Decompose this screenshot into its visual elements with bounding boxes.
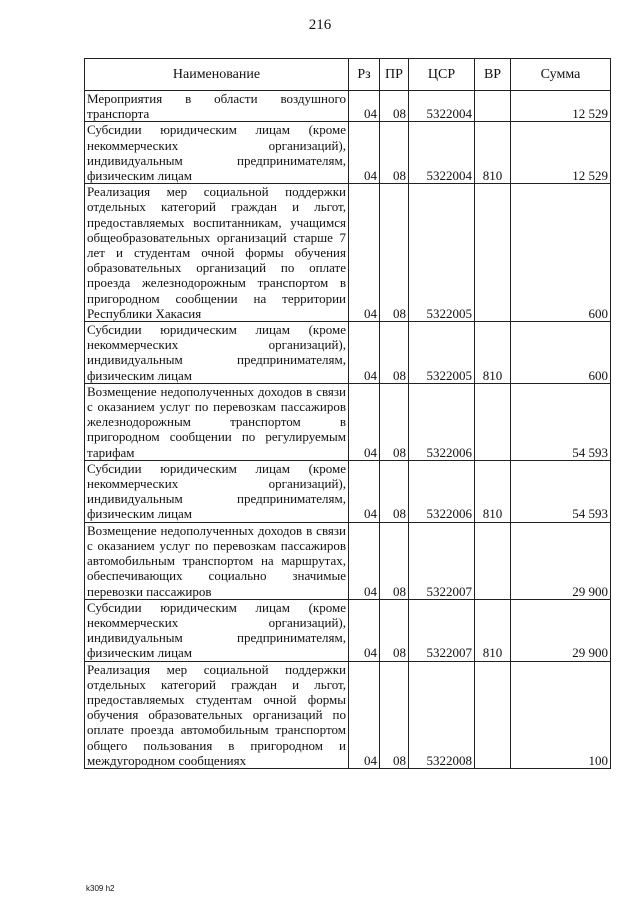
row-name: Субсидии юридическим лицам (кроме некоммерческих организаций), индивидуальным предпринимателям, физическим лицам bbox=[85, 322, 349, 384]
table-row bbox=[85, 122, 611, 184]
row-csr: 5322005 bbox=[409, 322, 475, 384]
row-name: Возмещение недополученных доходов в связи с оказанием услуг по перевозкам пассажиров автомобильным транспортом на маршрутах, обеспечивающих социально значимые перевозки пассажиров bbox=[85, 522, 349, 599]
row-vr bbox=[475, 91, 511, 122]
row-name: Возмещение недополученных доходов в связи с оказанием услуг по перевозкам пассажиров железнодорожным транспортом в пригородном сообщении по регулируемым тарифам bbox=[85, 383, 349, 460]
row-csr: 5322007 bbox=[409, 522, 475, 599]
row-rz: 04 bbox=[349, 91, 380, 122]
row-name: Мероприятия в области воздушного транспорта bbox=[85, 91, 349, 122]
row-pr: 08 bbox=[380, 184, 409, 322]
row-rz: 04 bbox=[349, 599, 380, 661]
row-rz: 04 bbox=[349, 460, 380, 522]
table-row bbox=[85, 460, 611, 522]
row-csr: 5322004 bbox=[409, 122, 475, 184]
row-name: Реализация мер социальной поддержки отдельных категорий граждан и льгот, предоставляемых воспитанникам, учащимся общеобразовательных организаций старше 7 лет и студентам очной формы обучения образовательных организаций по оплате проезда железнодорожным транспортом в пригородном сообщении на территории Республики Хакасия bbox=[85, 184, 349, 322]
table-row bbox=[85, 599, 611, 661]
row-vr bbox=[475, 522, 511, 599]
header-sum: Сумма bbox=[511, 59, 611, 91]
row-sum: 12 529 bbox=[511, 122, 611, 184]
row-name: Субсидии юридическим лицам (кроме некоммерческих организаций), индивидуальным предпринимателям, физическим лицам bbox=[85, 460, 349, 522]
row-pr: 08 bbox=[380, 91, 409, 122]
row-vr bbox=[475, 661, 511, 768]
row-vr bbox=[475, 383, 511, 460]
budget-table bbox=[84, 58, 611, 769]
row-rz: 04 bbox=[349, 184, 380, 322]
row-name: Реализация мер социальной поддержки отдельных категорий граждан и льгот, предоставляемых студентам очной формы обучения образовательных организаций по оплате проезда автомобильным транспортом общего пользования в пригородном и междугородном сообщениях bbox=[85, 661, 349, 768]
row-sum: 54 593 bbox=[511, 460, 611, 522]
row-csr: 5322006 bbox=[409, 383, 475, 460]
row-sum: 100 bbox=[511, 661, 611, 768]
row-vr: 810 bbox=[475, 322, 511, 384]
row-pr: 08 bbox=[380, 460, 409, 522]
row-pr: 08 bbox=[380, 661, 409, 768]
row-name: Субсидии юридическим лицам (кроме некоммерческих организаций), индивидуальным предпринимателям, физическим лицам bbox=[85, 599, 349, 661]
row-vr: 810 bbox=[475, 599, 511, 661]
table-row bbox=[85, 91, 611, 122]
row-rz: 04 bbox=[349, 322, 380, 384]
table-header-row bbox=[85, 59, 611, 91]
header-name: Наименование bbox=[85, 59, 349, 91]
row-sum: 29 900 bbox=[511, 599, 611, 661]
table-row bbox=[85, 522, 611, 599]
row-sum: 600 bbox=[511, 322, 611, 384]
table-row bbox=[85, 184, 611, 322]
row-pr: 08 bbox=[380, 383, 409, 460]
row-pr: 08 bbox=[380, 522, 409, 599]
row-pr: 08 bbox=[380, 122, 409, 184]
row-vr bbox=[475, 184, 511, 322]
row-sum: 54 593 bbox=[511, 383, 611, 460]
table-row bbox=[85, 383, 611, 460]
row-rz: 04 bbox=[349, 522, 380, 599]
table-row bbox=[85, 661, 611, 768]
header-vr: ВР bbox=[475, 59, 511, 91]
row-pr: 08 bbox=[380, 322, 409, 384]
footer-code: k309 h2 bbox=[86, 884, 115, 893]
row-csr: 5322004 bbox=[409, 91, 475, 122]
row-sum: 12 529 bbox=[511, 91, 611, 122]
row-csr: 5322008 bbox=[409, 661, 475, 768]
header-pr: ПР bbox=[380, 59, 409, 91]
row-sum: 29 900 bbox=[511, 522, 611, 599]
table-row bbox=[85, 322, 611, 384]
row-csr: 5322007 bbox=[409, 599, 475, 661]
row-rz: 04 bbox=[349, 661, 380, 768]
row-vr: 810 bbox=[475, 460, 511, 522]
row-name: Субсидии юридическим лицам (кроме некоммерческих организаций), индивидуальным предпринимателям, физическим лицам bbox=[85, 122, 349, 184]
row-csr: 5322005 bbox=[409, 184, 475, 322]
header-rz: Рз bbox=[349, 59, 380, 91]
header-csr: ЦСР bbox=[409, 59, 475, 91]
row-sum: 600 bbox=[511, 184, 611, 322]
row-pr: 08 bbox=[380, 599, 409, 661]
row-csr: 5322006 bbox=[409, 460, 475, 522]
row-rz: 04 bbox=[349, 122, 380, 184]
page-number: 216 bbox=[308, 17, 332, 33]
row-vr: 810 bbox=[475, 122, 511, 184]
row-rz: 04 bbox=[349, 383, 380, 460]
